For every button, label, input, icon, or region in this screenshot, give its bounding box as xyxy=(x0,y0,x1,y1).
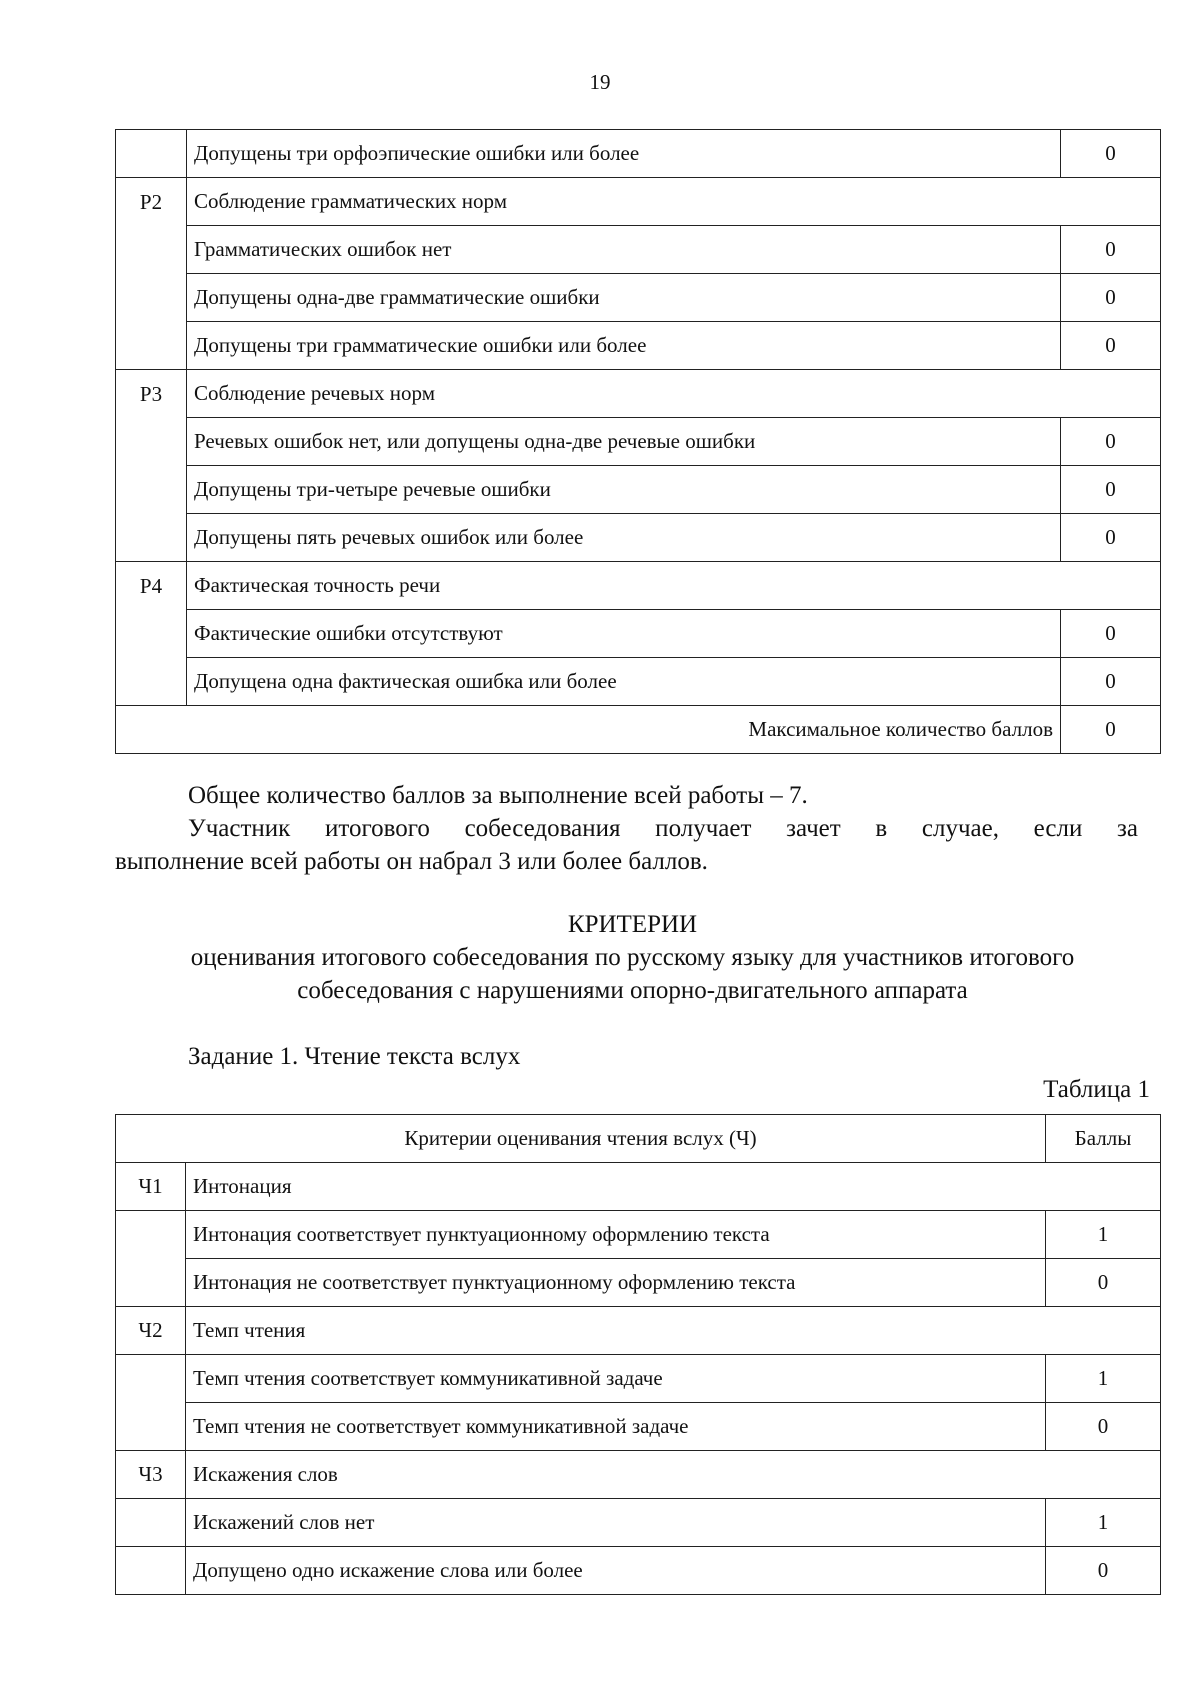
criterion-text: Темп чтения соответствует коммуникативной задаче xyxy=(186,1355,1046,1403)
criterion-heading: Интонация xyxy=(186,1163,1161,1211)
criterion-code xyxy=(116,130,187,178)
table-label: Таблица 1 xyxy=(1043,1076,1150,1103)
criterion-text: Интонация соответствует пунктуационному оформлению текста xyxy=(186,1211,1046,1259)
table-row xyxy=(116,514,1161,562)
reading-criteria-table xyxy=(115,1114,1161,1595)
criterion-code: Ч3 xyxy=(116,1451,186,1499)
table-row xyxy=(116,610,1161,658)
criterion-text: Допущено одно искажение слова или более xyxy=(186,1547,1046,1595)
criterion-text: Допущены три орфоэпические ошибки или более xyxy=(187,130,1061,178)
pass-condition-line-1: Участник итогового собеседования получает зачет в случае, если за xyxy=(188,815,1138,842)
scoring-table-top xyxy=(115,129,1161,754)
table-row xyxy=(116,562,1161,610)
table-header-row xyxy=(116,1115,1161,1163)
criterion-score: 0 xyxy=(1046,1403,1161,1451)
table-row xyxy=(116,1403,1161,1451)
table-row xyxy=(116,1259,1161,1307)
criteria-subtitle-line-2: собеседования с нарушениями опорно-двигательного аппарата xyxy=(297,977,968,1004)
criterion-score: 0 xyxy=(1061,322,1161,370)
table-row xyxy=(116,370,1161,418)
criterion-score: 1 xyxy=(1046,1211,1161,1259)
page-number: 19 xyxy=(589,70,611,94)
criterion-code: Р2 xyxy=(116,178,187,370)
criterion-heading: Искажения слов xyxy=(186,1451,1161,1499)
criterion-score: 1 xyxy=(1046,1499,1161,1547)
criterion-text: Допущены одна-две грамматические ошибки xyxy=(187,274,1061,322)
header-points: Баллы xyxy=(1046,1115,1161,1163)
criterion-heading: Соблюдение грамматических норм xyxy=(187,178,1161,226)
table-row-max xyxy=(116,706,1161,754)
criterion-code: Р4 xyxy=(116,562,187,706)
table-row xyxy=(116,1451,1161,1499)
table-row xyxy=(116,130,1161,178)
table-row xyxy=(116,1499,1161,1547)
criterion-text: Речевых ошибок нет, или допущены одна-две речевые ошибки xyxy=(187,418,1061,466)
criterion-text: Допущены три грамматические ошибки или более xyxy=(187,322,1061,370)
max-score-value: 0 xyxy=(1061,706,1161,754)
criterion-score: 0 xyxy=(1046,1547,1161,1595)
criterion-code: Р3 xyxy=(116,370,187,562)
table-row xyxy=(116,322,1161,370)
criterion-text: Допущены три-четыре речевые ошибки xyxy=(187,466,1061,514)
criterion-code: Ч2 xyxy=(116,1307,186,1355)
table-row xyxy=(116,658,1161,706)
header-criteria: Критерии оценивания чтения вслух (Ч) xyxy=(116,1115,1046,1163)
criterion-code-empty xyxy=(116,1355,186,1451)
criterion-text: Темп чтения не соответствует коммуникативной задаче xyxy=(186,1403,1046,1451)
criteria-subtitle-line-1: оценивания итогового собеседования по русскому языку для участников итогового xyxy=(190,944,1075,971)
criterion-score: 0 xyxy=(1061,418,1161,466)
criterion-code-empty xyxy=(116,1547,186,1595)
criterion-score: 0 xyxy=(1061,658,1161,706)
table-row xyxy=(116,1355,1161,1403)
criterion-code-empty xyxy=(116,1499,186,1547)
criterion-score: 0 xyxy=(1046,1259,1161,1307)
criterion-score: 0 xyxy=(1061,130,1161,178)
criterion-heading: Темп чтения xyxy=(186,1307,1161,1355)
table-row xyxy=(116,226,1161,274)
criterion-text: Искажений слов нет xyxy=(186,1499,1046,1547)
max-score-label: Максимальное количество баллов xyxy=(116,706,1061,754)
criterion-score: 0 xyxy=(1061,226,1161,274)
table-row xyxy=(116,418,1161,466)
criterion-text: Допущены пять речевых ошибок или более xyxy=(187,514,1061,562)
pass-condition-line-2: выполнение всей работы он набрал 3 или более баллов. xyxy=(115,848,708,875)
table-row xyxy=(116,1211,1161,1259)
criterion-text: Фактические ошибки отсутствуют xyxy=(187,610,1061,658)
criterion-score: 0 xyxy=(1061,610,1161,658)
table-row xyxy=(116,178,1161,226)
criterion-score: 0 xyxy=(1061,466,1161,514)
criterion-text: Интонация не соответствует пунктуационному оформлению текста xyxy=(186,1259,1046,1307)
criterion-score: 1 xyxy=(1046,1355,1161,1403)
criteria-title: КРИТЕРИИ xyxy=(567,911,698,938)
criterion-code-empty xyxy=(116,1211,186,1307)
total-score-text: Общее количество баллов за выполнение всей работы – 7. xyxy=(188,782,808,809)
task-heading: Задание 1. Чтение текста вслух xyxy=(188,1043,521,1070)
criterion-text: Грамматических ошибок нет xyxy=(187,226,1061,274)
table-row xyxy=(116,466,1161,514)
criterion-heading: Фактическая точность речи xyxy=(187,562,1161,610)
criterion-text: Допущена одна фактическая ошибка или более xyxy=(187,658,1061,706)
table-row xyxy=(116,274,1161,322)
criterion-heading: Соблюдение речевых норм xyxy=(187,370,1161,418)
table-row xyxy=(116,1163,1161,1211)
table-row xyxy=(116,1547,1161,1595)
table-row xyxy=(116,1307,1161,1355)
criterion-score: 0 xyxy=(1061,274,1161,322)
criterion-code: Ч1 xyxy=(116,1163,186,1211)
criterion-score: 0 xyxy=(1061,514,1161,562)
